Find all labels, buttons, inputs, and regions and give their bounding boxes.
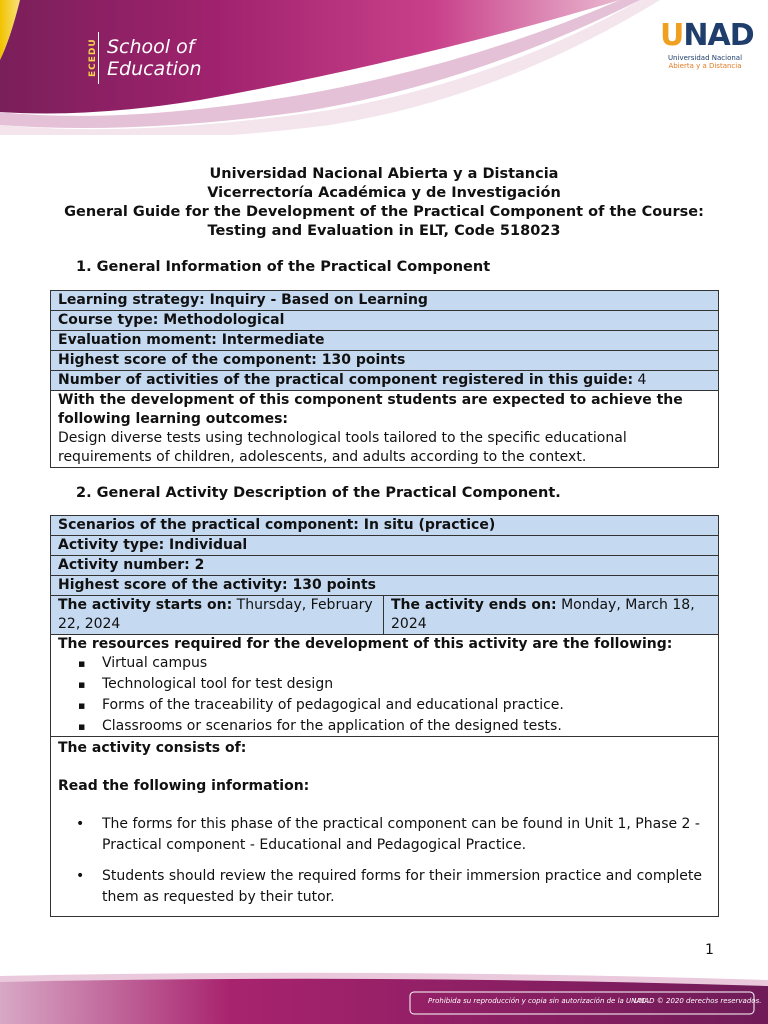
- title-line-4: Testing and Evaluation in ELT, Code 518023: [207, 223, 561, 239]
- resource-item: ▪ Virtual campus: [102, 654, 711, 673]
- unad-wordmark: [660, 18, 754, 54]
- logo-line-2: Education: [107, 57, 202, 80]
- end-label: The activity ends on:: [391, 597, 557, 613]
- resource-item: ▪ Classrooms or scenarios for the application of the designed tests.: [102, 717, 711, 736]
- unad-rest: NAD: [683, 18, 754, 53]
- title-line-2: Vicerrectoría Académica y de Investigación: [207, 185, 561, 201]
- activity-consists-cell: [51, 737, 719, 917]
- footer-notice-left: Prohibida su reproducción y copia sin autorización de la UNAD.: [428, 997, 649, 1005]
- start-date-cell: [51, 596, 384, 635]
- info-row: Highest score of the component: 130 points: [51, 351, 719, 371]
- info-item: • Students should review the required forms for their immersion practice and complete them as requested by their tutor.: [102, 866, 711, 908]
- start-value: Thursday, February 22, 2024: [58, 597, 373, 632]
- activities-value: 4: [637, 372, 647, 388]
- document-titles: [0, 165, 768, 241]
- resource-item: ▪ Technological tool for test design: [102, 675, 711, 694]
- general-info-table: [50, 290, 719, 468]
- resources-label: The resources required for the development of this activity are the following:: [58, 636, 673, 652]
- activity-row: Activity number: 2: [51, 556, 719, 576]
- info-row: Evaluation moment: Intermediate: [51, 331, 719, 351]
- unad-u: U: [660, 18, 684, 53]
- logo-line-1: School of: [107, 35, 195, 58]
- unad-subtitle-1: Universidad Nacional: [667, 54, 743, 62]
- activity-description-table: [50, 515, 719, 917]
- end-date-cell: [384, 596, 719, 635]
- ecedu-label: ECEDU: [84, 32, 99, 84]
- resource-item: ▪ Forms of the traceability of pedagogical and educational practice.: [102, 696, 711, 715]
- info-list: [58, 814, 711, 908]
- title-line-1: Universidad Nacional Abierta y a Distancia: [209, 166, 559, 182]
- resources-list: [58, 654, 711, 736]
- section-2-title: 2. General Activity Description of the Practical Component.: [76, 485, 561, 501]
- activities-label: Number of activities of the practical component registered in this guide:: [58, 372, 634, 388]
- footer-banner: [0, 968, 768, 1024]
- page-number: 1: [705, 942, 714, 958]
- resources-cell: [51, 635, 719, 737]
- unad-logo: [660, 18, 754, 70]
- start-label: The activity starts on:: [58, 597, 233, 613]
- learning-outcomes-cell: [51, 391, 719, 468]
- read-label: Read the following information:: [58, 778, 310, 794]
- info-row: Course type: Methodological: [51, 311, 719, 331]
- info-item: • The forms for this phase of the practical component can be found in Unit 1, Phase 2 - Practical component - Educational and Pedagogical Practice.: [102, 814, 711, 856]
- info-row-activities: [51, 371, 719, 391]
- school-of-education-logo: [84, 30, 202, 85]
- activity-row: Highest score of the activity: 130 points: [51, 576, 719, 596]
- outcomes-label: With the development of this component students are expected to achieve the following learning outcomes:: [58, 392, 683, 427]
- outcomes-text: Design diverse tests using technological tools tailored to the specific educational requirements of children, adolescents, and adults according to the context.: [58, 430, 627, 465]
- consists-label: The activity consists of:: [58, 740, 247, 756]
- end-value: Monday, March 18, 2024: [391, 597, 695, 632]
- unad-subtitle-2: Abierta y a Distancia: [668, 62, 742, 70]
- info-row: Learning strategy: Inquiry - Based on Learning: [51, 291, 719, 311]
- title-line-3: General Guide for the Development of the Practical Component of the Course:: [64, 204, 704, 220]
- section-1-title: 1. General Information of the Practical Component: [76, 259, 491, 275]
- activity-row: Scenarios of the practical component: In situ (practice): [51, 516, 719, 536]
- footer-notice-right: UNAD © 2020 derechos reservados.: [634, 997, 762, 1005]
- activity-row: Activity type: Individual: [51, 536, 719, 556]
